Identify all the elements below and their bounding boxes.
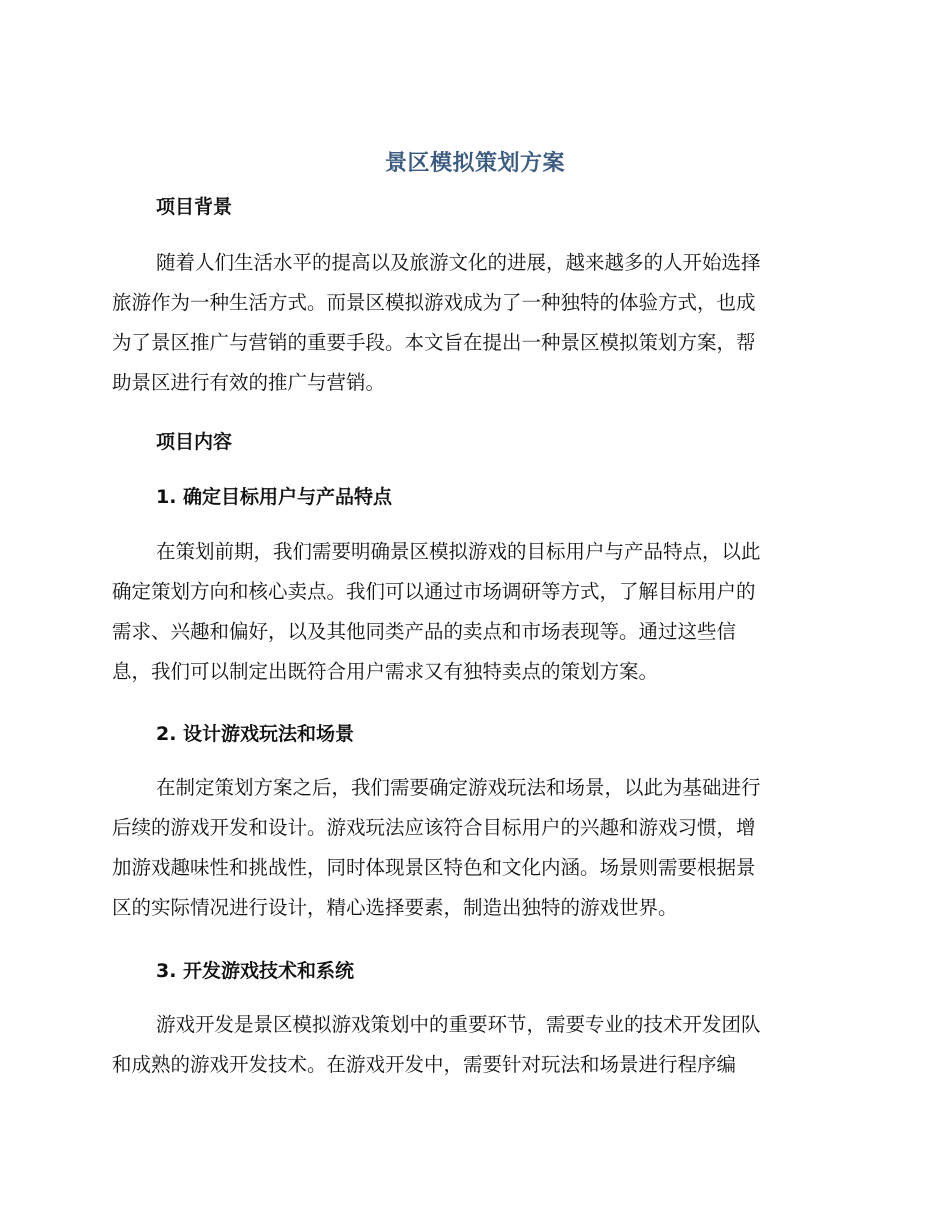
paragraph-line: 息，我们可以制定出既符合用户需求又有独特卖点的策划方案。 [112, 660, 659, 683]
paragraph-line: 助景区进行有效的推广与营销。 [112, 371, 386, 394]
section-paragraph-target-users [112, 532, 832, 692]
paragraph-line: 确定策划方向和核心卖点。我们可以通过市场调研等方式，了解目标用户的 [112, 580, 756, 603]
section-heading-background: 项目背景 [156, 196, 233, 218]
paragraph-line: 旅游作为一种生活方式。而景区模拟游戏成为了一种独特的体验方式，也成 [112, 291, 756, 314]
paragraph-line: 游戏开发是景区模拟游戏策划中的重要环节，需要专业的技术开发团队 [156, 1013, 761, 1036]
section-heading-content: 项目内容 [156, 431, 233, 453]
section-paragraph-development [112, 1005, 832, 1085]
section-heading-development: 3. 开发游戏技术和系统 [156, 960, 355, 982]
document-title: 景区模拟策划方案 [384, 151, 565, 176]
section-paragraph-gameplay [112, 768, 832, 928]
paragraph-line: 后续的游戏开发和设计。游戏玩法应该符合目标用户的兴趣和游戏习惯，增 [112, 816, 756, 839]
section-heading-target-users: 1. 确定目标用户与产品特点 [156, 486, 393, 508]
paragraph-line: 随着人们生活水平的提高以及旅游文化的进展，越来越多的人开始选择 [156, 251, 761, 274]
section-heading-gameplay: 2. 设计游戏玩法和场景 [156, 723, 355, 745]
paragraph-line: 为了景区推广与营销的重要手段。本文旨在提出一种景区模拟策划方案，帮 [112, 331, 756, 354]
paragraph-line: 在制定策划方案之后，我们需要确定游戏玩法和场景，以此为基础进行 [156, 776, 761, 799]
paragraph-line: 加游戏趣味性和挑战性，同时体现景区特色和文化内涵。场景则需要根据景 [112, 856, 756, 879]
section-paragraph-background [112, 243, 832, 403]
paragraph-line: 区的实际情况进行设计，精心选择要素，制造出独特的游戏世界。 [112, 896, 678, 919]
paragraph-line: 在策划前期，我们需要明确景区模拟游戏的目标用户与产品特点，以此 [156, 540, 761, 563]
paragraph-line: 需求、兴趣和偏好，以及其他同类产品的卖点和市场表现等。通过这些信 [112, 620, 737, 643]
paragraph-line: 和成熟的游戏开发技术。在游戏开发中，需要针对玩法和场景进行程序编 [112, 1053, 737, 1076]
